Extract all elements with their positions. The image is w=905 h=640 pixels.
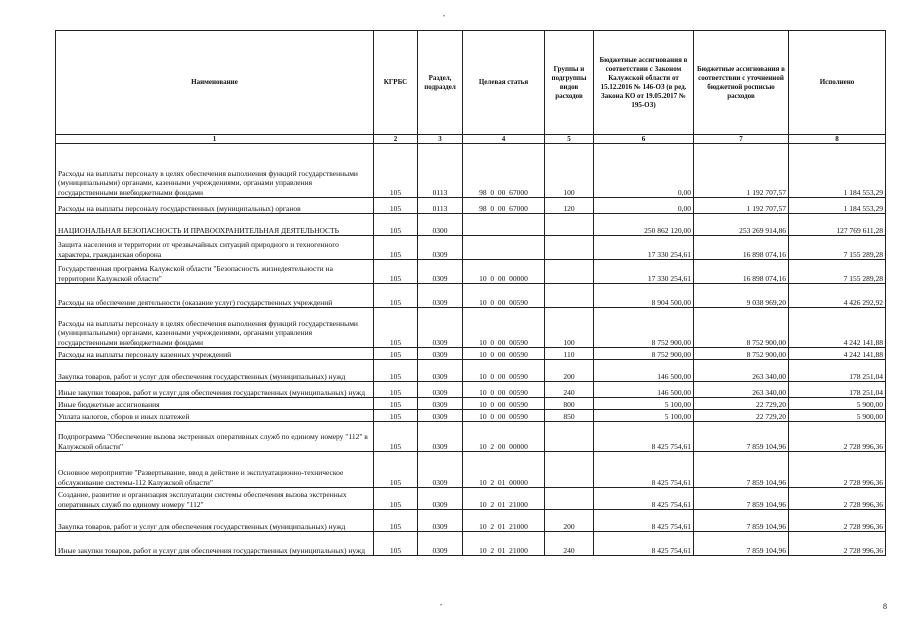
row-executed-amount: 4 242 141,88 [789,348,886,360]
row-target-article: 10 2 01 21000 [463,532,545,556]
row-law-amount: 8 425 754,61 [594,532,694,556]
column-number: 3 [418,135,463,144]
row-section: 0309 [418,284,463,308]
header-target: Целевая статья [463,31,545,135]
row-refined-amount: 7 859 104,96 [694,452,789,488]
table-row [56,510,886,532]
row-target-article: 10 0 00 00590 [463,348,545,360]
table-row [56,144,886,198]
row-target-article [463,214,545,236]
row-section: 0309 [418,422,463,452]
row-expense-group [545,422,594,452]
row-expense-group: 200 [545,510,594,532]
row-expense-group: 240 [545,532,594,556]
row-expense-group: 200 [545,360,594,382]
row-refined-amount: 263 340,00 [694,360,789,382]
row-law-amount: 8 425 754,61 [594,422,694,452]
row-law-amount: 8 425 754,61 [594,488,694,510]
row-name: Закупка товаров, работ и услуг для обеспечения государственных (муниципальных) нужд [56,510,374,532]
row-kgrbs: 105 [374,422,418,452]
row-kgrbs: 105 [374,488,418,510]
row-kgrbs: 105 [374,260,418,284]
row-name: Закупка товаров, работ и услуг для обеспечения государственных (муниципальных) нужд [56,360,374,382]
row-kgrbs: 105 [374,284,418,308]
column-number: 8 [789,135,886,144]
row-target-article: 98 0 00 67000 [463,144,545,198]
row-executed-amount: 2 728 996,36 [789,452,886,488]
row-expense-group [545,260,594,284]
row-refined-amount: 8 752 900,00 [694,308,789,348]
header-executed: Исполнено [789,31,886,135]
header-kgrbs: КГРБС [374,31,418,135]
header-section: Раздел, подраздел [418,31,463,135]
row-expense-group: 240 [545,382,594,398]
header-refined: Бюджетные ассигнования в соответствии с уточненной бюджетной росписью расходов [694,31,789,135]
row-law-amount: 8 425 754,61 [594,452,694,488]
row-name: Защита населения и территории от чрезвычайных ситуаций природного и техногенного характера, гражданская оборона [56,236,374,260]
row-executed-amount: 5 900,00 [789,398,886,410]
row-section: 0309 [418,510,463,532]
table-body [56,144,886,556]
row-expense-group: 100 [545,308,594,348]
row-section: 0309 [418,360,463,382]
row-law-amount: 5 100,00 [594,398,694,410]
table-row [56,410,886,422]
row-kgrbs: 105 [374,452,418,488]
row-law-amount: 146 500,00 [594,360,694,382]
row-kgrbs: 105 [374,214,418,236]
row-refined-amount: 7 859 104,96 [694,532,789,556]
row-target-article [463,236,545,260]
row-kgrbs: 105 [374,198,418,214]
row-kgrbs: 105 [374,360,418,382]
row-target-article: 10 2 01 21000 [463,510,545,532]
table-row [56,452,886,488]
row-executed-amount: 178 251,04 [789,382,886,398]
row-law-amount: 8 425 754,61 [594,510,694,532]
budget-table [55,30,886,556]
column-number: 6 [594,135,694,144]
page-mark-bottom: • [440,603,443,609]
row-law-amount: 17 330 254,61 [594,260,694,284]
row-expense-group: 110 [545,348,594,360]
header-row [56,31,886,135]
row-executed-amount: 7 155 289,28 [789,260,886,284]
column-number: 5 [545,135,594,144]
column-number-row [56,135,886,144]
row-executed-amount: 2 728 996,36 [789,510,886,532]
row-executed-amount: 4 242 141,88 [789,308,886,348]
row-target-article: 98 0 00 67000 [463,198,545,214]
header-name: Наименование [56,31,374,135]
row-refined-amount: 1 192 707,57 [694,144,789,198]
row-name: Расходы на выплаты персоналу в целях обеспечения выполнения функций государственными (муниципальными) органами, казенными учреждениями, органами управления государственными внебюджетными фондами [56,144,374,198]
row-law-amount: 8 752 900,00 [594,348,694,360]
row-kgrbs: 105 [374,348,418,360]
row-name: Создание, развитие и организация эксплуатации системы обеспечения вызова экстренных оперативных служб по единому номеру "112" [56,488,374,510]
header-law: Бюджетные ассигнования в соответствии с Законом Калужской области от 15.12.2016 № 146-ОЗ (в ред. Закона КО от 19.05.2017 № 195-ОЗ) [594,31,694,135]
row-target-article: 10 0 00 00590 [463,360,545,382]
row-name: Иные закупки товаров, работ и услуг для обеспечения государственных (муниципальных) нужд [56,532,374,556]
table-row [56,348,886,360]
row-name: Расходы на выплаты персоналу в целях обеспечения выполнения функций государственными (муниципальными) органами, казенными учреждениями, органами управления государственными внебюджетными фондами [56,308,374,348]
row-name: Государственная программа Калужской области "Безопасность жизнедеятельности на территории Калужской области" [56,260,374,284]
row-section: 0309 [418,348,463,360]
table-row [56,198,886,214]
row-expense-group [545,488,594,510]
row-refined-amount: 8 752 900,00 [694,348,789,360]
row-executed-amount: 1 184 553,29 [789,144,886,198]
table-row [56,260,886,284]
row-executed-amount: 4 426 292,92 [789,284,886,308]
row-section: 0309 [418,260,463,284]
table-row [56,214,886,236]
row-executed-amount: 2 728 996,36 [789,532,886,556]
row-executed-amount: 2 728 996,36 [789,422,886,452]
row-name: Основное мероприятие "Развертывание, ввод в действие и эксплуатационно-техническое обслуживание системы-112 Калужской области" [56,452,374,488]
row-target-article: 10 0 00 00590 [463,382,545,398]
table-row [56,236,886,260]
row-executed-amount: 127 769 611,28 [789,214,886,236]
row-law-amount: 5 100,00 [594,410,694,422]
row-name: Подпрограмма "Обеспечение вызова экстренных оперативных служб по единому номеру "112" в Калужской области" [56,422,374,452]
row-section: 0300 [418,214,463,236]
row-target-article: 10 2 01 00000 [463,452,545,488]
row-expense-group [545,452,594,488]
row-name: Иные бюджетные ассигнования [56,398,374,410]
table-row [56,360,886,382]
row-law-amount: 146 500,00 [594,382,694,398]
row-expense-group: 800 [545,398,594,410]
row-executed-amount: 178 251,04 [789,360,886,382]
row-expense-group [545,214,594,236]
row-section: 0309 [418,236,463,260]
row-section: 0309 [418,410,463,422]
row-refined-amount: 7 859 104,96 [694,510,789,532]
row-law-amount: 17 330 254,61 [594,236,694,260]
column-number: 2 [374,135,418,144]
table-row [56,398,886,410]
row-expense-group: 850 [545,410,594,422]
page-mark-top: • [443,14,446,20]
row-refined-amount: 7 859 104,96 [694,422,789,452]
row-refined-amount: 263 340,00 [694,382,789,398]
table-row [56,532,886,556]
row-target-article: 10 2 00 00000 [463,422,545,452]
row-executed-amount: 1 184 553,29 [789,198,886,214]
column-number: 7 [694,135,789,144]
row-name: Иные закупки товаров, работ и услуг для обеспечения государственных (муниципальных) нужд [56,382,374,398]
row-executed-amount: 7 155 289,28 [789,236,886,260]
row-kgrbs: 105 [374,410,418,422]
header-groups: Группы и подгруппы видов расходов [545,31,594,135]
row-law-amount: 0,00 [594,198,694,214]
table-row [56,422,886,452]
row-kgrbs: 105 [374,382,418,398]
row-section: 0309 [418,308,463,348]
table-row [56,308,886,348]
row-expense-group: 100 [545,144,594,198]
row-name: Расходы на выплаты персоналу государственных (муниципальных) органов [56,198,374,214]
row-name: НАЦИОНАЛЬНАЯ БЕЗОПАСНОСТЬ И ПРАВООХРАНИТЕЛЬНАЯ ДЕЯТЕЛЬНОСТЬ [56,214,374,236]
row-section: 0309 [418,452,463,488]
row-refined-amount: 1 192 707,57 [694,198,789,214]
row-law-amount: 0,00 [594,144,694,198]
row-target-article: 10 0 00 00590 [463,410,545,422]
row-target-article: 10 2 01 21000 [463,488,545,510]
row-expense-group [545,236,594,260]
row-kgrbs: 105 [374,236,418,260]
row-section: 0309 [418,488,463,510]
row-kgrbs: 105 [374,144,418,198]
row-refined-amount: 7 859 104,96 [694,488,789,510]
row-refined-amount: 16 898 074,16 [694,260,789,284]
row-section: 0113 [418,198,463,214]
table-row [56,488,886,510]
row-executed-amount: 2 728 996,36 [789,488,886,510]
row-refined-amount: 253 269 914,86 [694,214,789,236]
column-number: 1 [56,135,374,144]
row-name: Расходы на обеспечение деятельности (оказание услуг) государственных учреждений [56,284,374,308]
row-section: 0113 [418,144,463,198]
row-target-article: 10 0 00 00590 [463,284,545,308]
row-refined-amount: 22 729,20 [694,398,789,410]
row-executed-amount: 5 900,00 [789,410,886,422]
table-row [56,382,886,398]
row-kgrbs: 105 [374,532,418,556]
row-section: 0309 [418,532,463,556]
row-name: Расходы на выплаты персоналу казенных учреждений [56,348,374,360]
row-law-amount: 8 752 900,00 [594,308,694,348]
row-name: Уплата налогов, сборов и иных платежей [56,410,374,422]
row-target-article: 10 0 00 00590 [463,308,545,348]
row-section: 0309 [418,382,463,398]
row-expense-group: 120 [545,198,594,214]
page-number: 8 [883,602,887,611]
row-kgrbs: 105 [374,308,418,348]
row-section: 0309 [418,398,463,410]
row-target-article: 10 0 00 00000 [463,260,545,284]
row-law-amount: 8 904 500,00 [594,284,694,308]
column-number: 4 [463,135,545,144]
row-law-amount: 250 862 120,00 [594,214,694,236]
row-expense-group [545,284,594,308]
row-kgrbs: 105 [374,510,418,532]
row-refined-amount: 16 898 074,16 [694,236,789,260]
row-kgrbs: 105 [374,398,418,410]
table-row [56,284,886,308]
row-refined-amount: 9 038 969,20 [694,284,789,308]
row-target-article: 10 0 00 00590 [463,398,545,410]
row-refined-amount: 22 729,20 [694,410,789,422]
